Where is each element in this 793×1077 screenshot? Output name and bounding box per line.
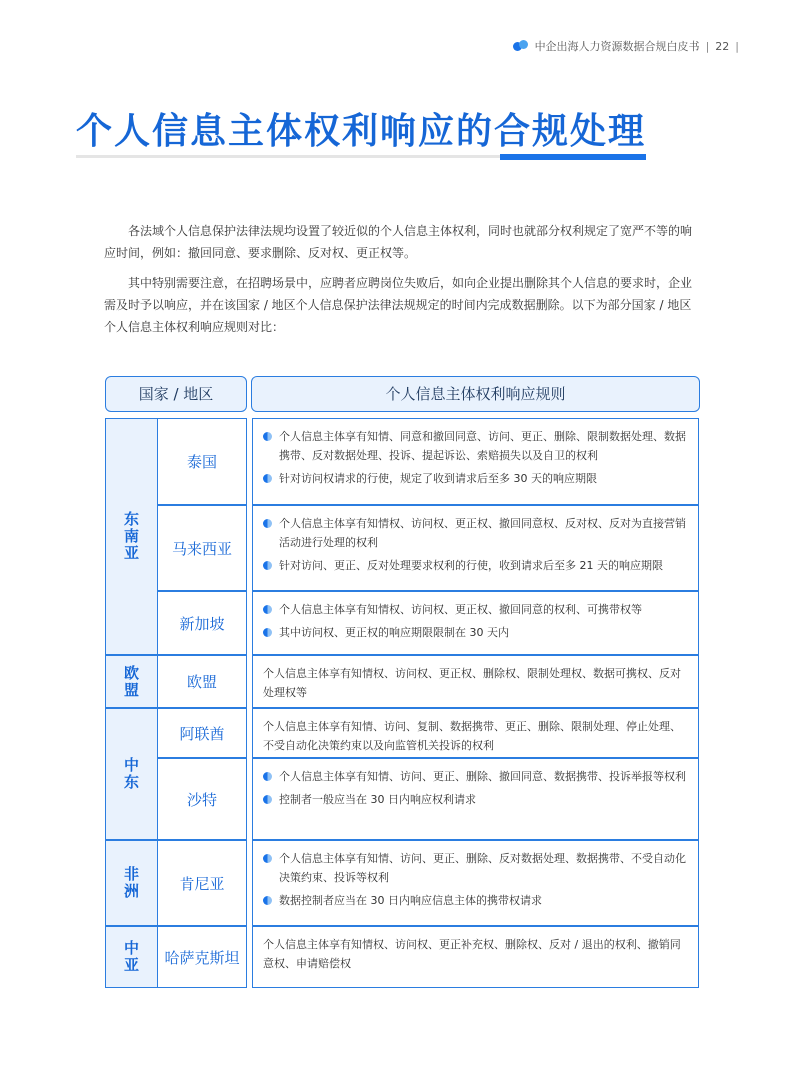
page-number: 22 (715, 39, 730, 53)
title-accent-bar (500, 154, 646, 160)
page-header: 中企出海人力资源数据合规白皮书 | 22 | (513, 38, 745, 54)
country-uae: 阿联酋 (157, 708, 247, 758)
region-southeast-asia: 东南亚 (105, 418, 157, 655)
list-item: 个人信息主体享有知情权、访问权、更正权、撤回同意的权利、可携带权等 (263, 600, 688, 619)
list-item: 个人信息主体享有知情、同意和撤回同意、访问、更正、删除、限制数据处理、数据携带、反对数据处理、投诉、提起诉讼、索赔损失以及自卫的权利 (263, 427, 688, 465)
region-africa: 非洲 (105, 840, 157, 926)
list-item: 个人信息主体享有知情、访问、更正、删除、撤回同意、数据携带、投诉举报等权利 (263, 767, 688, 786)
rules-uae (252, 708, 699, 758)
rules-kazakhstan (252, 926, 699, 988)
list-item: 其中访问权、更正权的响应期限限制在 30 天内 (263, 623, 688, 642)
rule-text: 个人信息主体享有知情权、访问权、更正权、删除权、限制处理权、数据可携权、反对处理权等 (263, 667, 681, 699)
header-country: 国家 / 地区 (105, 376, 247, 412)
list-item: 针对访问、更正、反对处理要求权利的行使，收到请求后至多 21 天的响应期限 (263, 556, 688, 575)
rules-saudi (252, 758, 699, 840)
table-header (105, 376, 701, 412)
logo-icon (513, 40, 531, 52)
country-kazakhstan: 哈萨克斯坦 (157, 926, 247, 988)
note-paragraph: 其中特别需要注意，在招聘场景中，应聘者应聘岗位失败后，如向企业提出删除其个人信息的要求时，企业需及时予以响应，并在该国家 / 地区个人信息保护法律法规规定的时间内完成数据删除。以下为部分国家 / 地区个人信息主体权利响应规则对比： (104, 276, 693, 334)
rule-text: 个人信息主体享有知情权、访问权、更正补充权、删除权、反对 / 退出的权利、撤销同意权、申请赔偿权 (263, 938, 681, 970)
region-central-asia: 中亚 (105, 926, 157, 988)
list-item: 控制者一般应当在 30 日内响应权利请求 (263, 790, 688, 809)
list-item: 个人信息主体享有知情权、访问权、更正权、撤回同意权、反对权、反对为直接营销活动进行处理的权利 (263, 514, 688, 552)
rule-text: 个人信息主体享有知情、访问、复制、数据携带、更正、删除、限制处理、停止处理、不受自动化决策约束以及向监管机关投诉的权利 (263, 720, 681, 752)
country-singapore: 新加坡 (157, 591, 247, 655)
country-thailand: 泰国 (157, 418, 247, 505)
page-title: 个人信息主体权利响应的合规处理 (76, 111, 647, 152)
country-saudi: 沙特 (157, 758, 247, 840)
intro-paragraph: 各法域个人信息保护法律法规均设置了较近似的个人信息主体权利，同时也就部分权利规定了宽严不等的响应时间，例如：撤回同意、要求删除、反对权、更正权等。 (104, 224, 693, 260)
country-eu: 欧盟 (157, 655, 247, 708)
rules-thailand (252, 418, 699, 505)
country-malaysia: 马来西亚 (157, 505, 247, 591)
country-kenya: 肯尼亚 (157, 840, 247, 926)
region-middle-east: 中东 (105, 708, 157, 840)
list-item: 针对访问权请求的行使，规定了收到请求后至多 30 天的响应期限 (263, 469, 688, 488)
header-rules: 个人信息主体权利响应规则 (251, 376, 700, 412)
region-eu: 欧盟 (105, 655, 157, 708)
rules-kenya (252, 840, 699, 926)
rules-singapore (252, 591, 699, 655)
rules-eu (252, 655, 699, 708)
rules-malaysia (252, 505, 699, 591)
list-item: 数据控制者应当在 30 日内响应信息主体的携带权请求 (263, 891, 688, 910)
doc-title: 中企出海人力资源数据合规白皮书 (534, 40, 700, 53)
list-item: 个人信息主体享有知情、访问、更正、删除、反对数据处理、数据携带、不受自动化决策约束、投诉等权利 (263, 849, 688, 887)
